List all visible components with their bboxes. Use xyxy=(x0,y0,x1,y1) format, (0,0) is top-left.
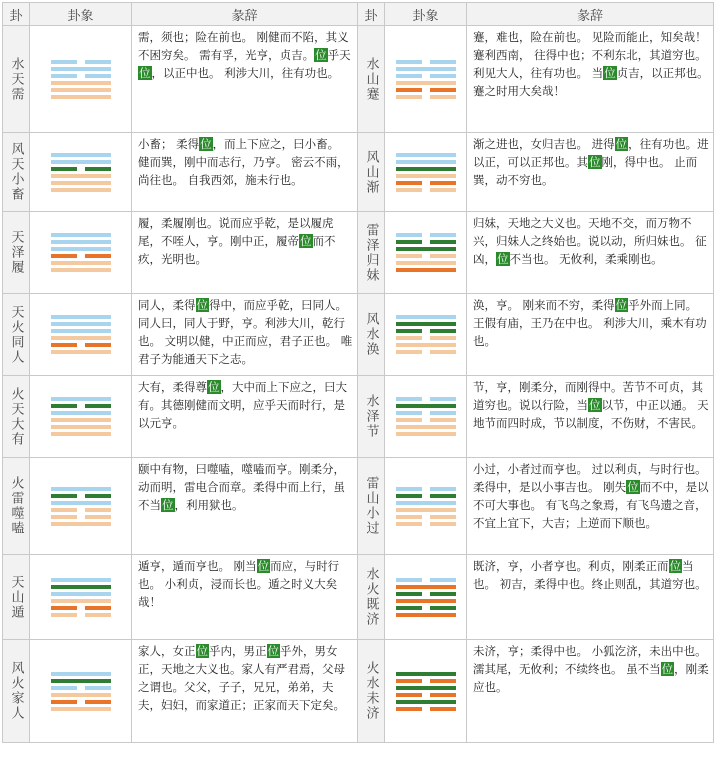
hexagram-table xyxy=(2,2,714,743)
hexagram-symbol xyxy=(396,669,456,714)
hexagram-symbol xyxy=(396,484,456,529)
hexagram-name: 水泽节 xyxy=(358,376,385,458)
yin-line xyxy=(396,592,456,596)
yang-line xyxy=(51,411,111,415)
yin-line xyxy=(51,494,111,498)
yang-line xyxy=(51,592,111,596)
yang-line xyxy=(396,613,456,617)
hexagram-cell xyxy=(30,640,132,743)
yin-line xyxy=(396,411,456,415)
yin-line xyxy=(51,606,111,610)
hexagram-name: 雷山小过 xyxy=(358,458,385,555)
tuanci-text: 涣，亨。 刚来而不穷，柔得位乎外而上同。 王假有庙，王乃在中也。 利涉大川，乘木有功也。 xyxy=(467,294,714,376)
hexagram-symbol xyxy=(51,484,111,529)
yin-line xyxy=(51,254,111,258)
highlight-wei: 位 xyxy=(162,498,174,512)
hexagram-cell xyxy=(385,26,467,133)
hexagram-name: 风天小畜 xyxy=(3,133,30,212)
hexagram-name: 火水未济 xyxy=(358,640,385,743)
yang-line xyxy=(396,167,456,171)
yang-line xyxy=(51,322,111,326)
yang-line xyxy=(51,425,111,429)
yang-line xyxy=(51,247,111,251)
hexagram-name: 火天大有 xyxy=(3,376,30,458)
col-tuanci-2: 彖辞 xyxy=(467,3,714,26)
hexagram-cell xyxy=(30,212,132,294)
tuanci-text: 归妹，天地之大义也。天地不交，而万物不兴，归妹人之终始也。说以动，所归妹也。 征凶，位不当也。 无攸利，柔乘刚也。 xyxy=(467,212,714,294)
yang-line xyxy=(51,315,111,319)
yang-line xyxy=(396,160,456,164)
tuanci-text: 大有，柔得尊位，大中而上下应之，曰大有。其德刚健而文明，应乎天而时行，是以元亨。 xyxy=(132,376,358,458)
hexagram-cell xyxy=(385,376,467,458)
yin-line xyxy=(396,578,456,582)
hexagram-cell xyxy=(30,294,132,376)
hexagram-symbol xyxy=(396,575,456,620)
col-gua: 卦 xyxy=(3,3,30,26)
yang-line xyxy=(51,181,111,185)
hexagram-symbol xyxy=(51,230,111,275)
yang-line xyxy=(51,81,111,85)
yin-line xyxy=(396,418,456,422)
yang-line xyxy=(51,501,111,505)
yang-line xyxy=(51,707,111,711)
tuanci-text: 履，柔履刚也。说而应乎乾，是以履虎尾，不咥人，亨。刚中正，履帝位而不疚，光明也。 xyxy=(132,212,358,294)
hexagram-symbol xyxy=(396,230,456,275)
yin-line xyxy=(396,515,456,519)
hexagram-name: 天泽履 xyxy=(3,212,30,294)
tuanci-text: 既济，亨，小者亨也。利贞，刚柔正而位当也。 初吉，柔得中也。终止则乱，其道穷也。 xyxy=(467,555,714,640)
hexagram-symbol xyxy=(51,394,111,439)
yang-line xyxy=(51,153,111,157)
table-row xyxy=(3,26,714,133)
hexagram-name: 天山遁 xyxy=(3,555,30,640)
yang-line xyxy=(51,268,111,272)
yang-line xyxy=(396,67,456,71)
yang-line xyxy=(396,599,456,603)
col-gua-2: 卦 xyxy=(358,3,385,26)
yin-line xyxy=(396,606,456,610)
yang-line xyxy=(51,160,111,164)
yin-line xyxy=(51,343,111,347)
yin-line xyxy=(396,350,456,354)
yang-line xyxy=(396,322,456,326)
highlight-wei: 位 xyxy=(589,398,601,412)
col-guaxiang-2: 卦象 xyxy=(385,3,467,26)
yang-line xyxy=(396,404,456,408)
yin-line xyxy=(396,707,456,711)
yin-line xyxy=(51,404,111,408)
hexagram-symbol xyxy=(51,669,111,714)
yang-line xyxy=(51,672,111,676)
hexagram-cell xyxy=(30,555,132,640)
yang-line xyxy=(51,578,111,582)
col-tuanci: 彖辞 xyxy=(132,3,358,26)
yin-line xyxy=(396,522,456,526)
tuanci-text: 节，亨，刚柔分，而刚得中。苦节不可贞，其道穷也。说以行险，当位以节，中正以通。 天地节而四时成，节以制度，不伤财，不害民。 xyxy=(467,376,714,458)
yang-line xyxy=(51,188,111,192)
yang-line xyxy=(51,336,111,340)
yang-line xyxy=(396,425,456,429)
yang-line xyxy=(396,686,456,690)
hexagram-name: 火雷噬嗑 xyxy=(3,458,30,555)
header-row xyxy=(3,3,714,26)
highlight-wei: 位 xyxy=(615,137,628,151)
yin-line xyxy=(396,181,456,185)
yang-line xyxy=(396,268,456,272)
yang-line xyxy=(51,240,111,244)
yang-line xyxy=(51,599,111,603)
highlight-wei: 位 xyxy=(497,252,509,266)
highlight-wei: 位 xyxy=(267,644,279,658)
yin-line xyxy=(396,233,456,237)
highlight-wei: 位 xyxy=(300,234,312,248)
highlight-wei: 位 xyxy=(139,66,151,80)
hexagram-symbol xyxy=(51,57,111,102)
table-row xyxy=(3,555,714,640)
tuanci-text: 需，须也；险在前也。 刚健而不陷，其义不困穷矣。 需有孚，光亨，贞吉。位乎天位，以正中也。 利涉大川，往有功也。 xyxy=(132,26,358,133)
table-row xyxy=(3,294,714,376)
yin-line xyxy=(51,686,111,690)
highlight-wei: 位 xyxy=(257,559,270,573)
yin-line xyxy=(396,693,456,697)
hexagram-symbol xyxy=(396,312,456,357)
hexagram-cell xyxy=(30,376,132,458)
yang-line xyxy=(396,247,456,251)
highlight-wei: 位 xyxy=(315,48,327,62)
tuanci-text: 小畜； 柔得位，而上下应之，曰小畜。 健而巽，刚中而志行，乃亨。 密云不雨，尚往也。 自我西郊，施未行也。 xyxy=(132,133,358,212)
yin-line xyxy=(396,88,456,92)
table-row xyxy=(3,212,714,294)
yang-line xyxy=(396,153,456,157)
yin-line xyxy=(51,74,111,78)
yin-line xyxy=(51,700,111,704)
table-row xyxy=(3,458,714,555)
highlight-wei: 位 xyxy=(604,66,616,80)
yin-line xyxy=(51,508,111,512)
yin-line xyxy=(396,240,456,244)
hexagram-cell xyxy=(385,555,467,640)
hexagram-cell xyxy=(385,640,467,743)
tuanci-text: 蹇，难也，险在前也。 见险而能止，知矣哉！蹇利西南， 往得中也；不利东北，其道穷也。 利见大人，往有功也。 当位贞吉，以正邦也。 蹇之时用大矣哉！ xyxy=(467,26,714,133)
yang-line xyxy=(396,432,456,436)
yang-line xyxy=(51,522,111,526)
table-row xyxy=(3,133,714,212)
yang-line xyxy=(396,501,456,505)
hexagram-symbol xyxy=(396,150,456,195)
tuanci-text: 遁亨，遁而亨也。 刚当位而应，与时行也。 小利贞，浸而长也。遁之时义大矣哉！ xyxy=(132,555,358,640)
yang-line xyxy=(51,261,111,265)
highlight-wei: 位 xyxy=(589,155,601,169)
yang-line xyxy=(51,67,111,71)
yang-line xyxy=(51,329,111,333)
hexagram-cell xyxy=(30,133,132,212)
yin-line xyxy=(396,494,456,498)
hexagram-cell xyxy=(385,212,467,294)
yin-line xyxy=(396,95,456,99)
hexagram-name: 雷泽归妹 xyxy=(358,212,385,294)
yang-line xyxy=(396,672,456,676)
yang-line xyxy=(51,233,111,237)
yin-line xyxy=(396,254,456,258)
yang-line xyxy=(51,350,111,354)
highlight-wei: 位 xyxy=(627,480,639,494)
col-guaxiang: 卦象 xyxy=(30,3,132,26)
highlight-wei: 位 xyxy=(200,137,212,151)
yang-line xyxy=(396,508,456,512)
yang-line xyxy=(51,432,111,436)
tuanci-text: 小过，小者过而亨也。 过以利贞，与时行也。 柔得中，是以小事吉也。 刚失位而不中，是以不可大事也。 有飞鸟之象焉，有飞鸟遗之音，不宜上宜下，大吉；上逆而下顺也。 xyxy=(467,458,714,555)
highlight-wei: 位 xyxy=(208,380,220,394)
yin-line xyxy=(51,515,111,519)
hexagram-symbol xyxy=(396,57,456,102)
yin-line xyxy=(396,336,456,340)
hexagram-cell xyxy=(30,458,132,555)
highlight-wei: 位 xyxy=(669,559,681,573)
yang-line xyxy=(396,315,456,319)
highlight-wei: 位 xyxy=(196,298,208,312)
hexagram-name: 天火同人 xyxy=(3,294,30,376)
hexagram-name: 风山渐 xyxy=(358,133,385,212)
tuanci-text: 同人，柔得位得中，而应乎乾，曰同人。 同人曰，同人于野，亨。利涉大川，乾行也。 文明以健，中正而应，君子正也。 唯君子为能通天下之志。 xyxy=(132,294,358,376)
yin-line xyxy=(51,167,111,171)
yin-line xyxy=(396,329,456,333)
hexagram-name: 水天需 xyxy=(3,26,30,133)
hexagram-cell xyxy=(385,133,467,212)
hexagram-name: 风火家人 xyxy=(3,640,30,743)
hexagram-symbol xyxy=(51,312,111,357)
hexagram-symbol xyxy=(396,394,456,439)
tuanci-text: 颐中有物，曰噬嗑，噬嗑而亨。刚柔分，动而明，雷电合而章。柔得中而上行，虽不当位，利用狱也。 xyxy=(132,458,358,555)
tuanci-text: 未济，亨；柔得中也。 小狐汔济，未出中也。 濡其尾，无攸利；不续终也。 虽不当位，刚柔应也。 xyxy=(467,640,714,743)
yang-line xyxy=(51,585,111,589)
yang-line xyxy=(51,679,111,683)
yang-line xyxy=(396,700,456,704)
yang-line xyxy=(51,95,111,99)
highlight-wei: 位 xyxy=(615,298,628,312)
yang-line xyxy=(51,397,111,401)
yin-line xyxy=(51,613,111,617)
hexagram-name: 风水涣 xyxy=(358,294,385,376)
yang-line xyxy=(396,81,456,85)
tuanci-text: 渐之进也，女归吉也。 进得位，往有功也。进以正，可以正邦也。其位刚，得中也。 止而巽，动不穷也。 xyxy=(467,133,714,212)
hexagram-cell xyxy=(385,458,467,555)
yang-line xyxy=(396,343,456,347)
highlight-wei: 位 xyxy=(196,644,208,658)
hexagram-symbol xyxy=(51,575,111,620)
yang-line xyxy=(396,261,456,265)
yang-line xyxy=(51,487,111,491)
yin-line xyxy=(51,60,111,64)
hexagram-name: 水山蹇 xyxy=(358,26,385,133)
yin-line xyxy=(396,188,456,192)
yin-line xyxy=(396,487,456,491)
yang-line xyxy=(51,174,111,178)
yin-line xyxy=(396,397,456,401)
hexagram-cell xyxy=(385,294,467,376)
hexagram-name: 水火既济 xyxy=(358,555,385,640)
yang-line xyxy=(396,585,456,589)
table-row xyxy=(3,640,714,743)
yang-line xyxy=(51,693,111,697)
yin-line xyxy=(396,60,456,64)
table-row xyxy=(3,376,714,458)
tuanci-text: 家人，女正位乎内，男正位乎外，男女正，天地之大义也。家人有严君焉，父母之谓也。父父，子子，兄兄，弟弟，夫夫，妇妇，而家道正；正家而天下定矣。 xyxy=(132,640,358,743)
yang-line xyxy=(396,174,456,178)
yin-line xyxy=(396,679,456,683)
yin-line xyxy=(396,74,456,78)
hexagram-cell xyxy=(30,26,132,133)
yang-line xyxy=(51,418,111,422)
yang-line xyxy=(51,88,111,92)
highlight-wei: 位 xyxy=(661,662,674,676)
hexagram-symbol xyxy=(51,150,111,195)
